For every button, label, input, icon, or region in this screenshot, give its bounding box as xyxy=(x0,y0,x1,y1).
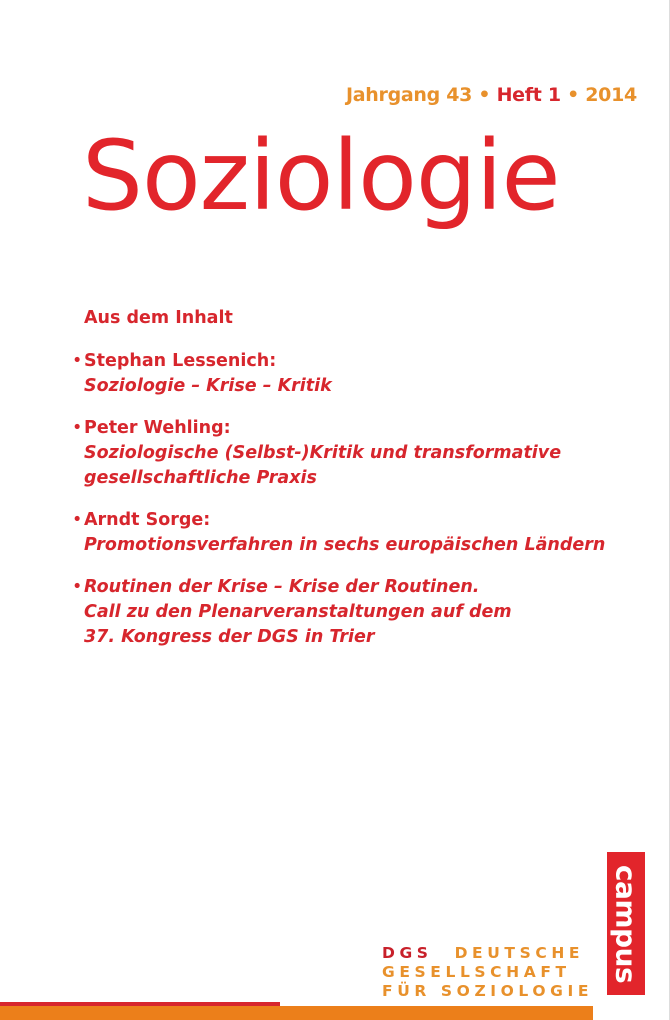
bullet: • xyxy=(72,577,83,597)
author: Peter Wehling: xyxy=(84,418,231,438)
author: Arndt Sorge: xyxy=(84,510,211,530)
author: Stephan Lessenich: xyxy=(84,351,277,371)
issue-info xyxy=(346,84,637,106)
bullet: • xyxy=(72,351,83,371)
issue-number: Heft 1 xyxy=(496,84,561,106)
article-title: 37. Kongress der DGS in Trier xyxy=(84,627,375,647)
orange-stripe xyxy=(0,1006,593,1020)
article-title: Routinen der Krise – Krise der Routinen. xyxy=(84,577,480,597)
journal-title: Soziologie xyxy=(82,120,560,232)
list-item xyxy=(72,508,605,558)
dgs-abbr: DGS xyxy=(382,944,433,962)
article-title: Promotionsverfahren in sechs europäischen Ländern xyxy=(84,535,606,555)
society-line: FÜR SOZIOLOGIE xyxy=(382,982,594,1000)
publisher-logo xyxy=(607,852,645,995)
article-title: Soziologische (Selbst-)Kritik und transformative xyxy=(84,443,562,463)
separator: • xyxy=(560,84,586,106)
article-title: Call zu den Plenarveranstaltungen auf dem xyxy=(84,602,512,622)
bullet: • xyxy=(72,418,83,438)
year: 2014 xyxy=(585,84,637,106)
dgs-logo xyxy=(382,944,593,1001)
article-title: Soziologie – Krise – Kritik xyxy=(84,376,332,396)
article-title: gesellschaftliche Praxis xyxy=(84,468,317,488)
society-line: DEUTSCHE xyxy=(454,944,585,962)
list-item xyxy=(72,349,605,399)
list-item xyxy=(72,416,605,491)
bullet: • xyxy=(72,510,83,530)
separator: • xyxy=(472,84,497,106)
publisher-name: campus xyxy=(609,864,643,983)
table-of-contents xyxy=(72,306,605,667)
list-item xyxy=(72,575,605,650)
contents-heading: Aus dem Inhalt xyxy=(84,308,233,328)
volume: Jahrgang 43 xyxy=(346,84,473,106)
society-line: GESELLSCHAFT xyxy=(382,963,571,981)
